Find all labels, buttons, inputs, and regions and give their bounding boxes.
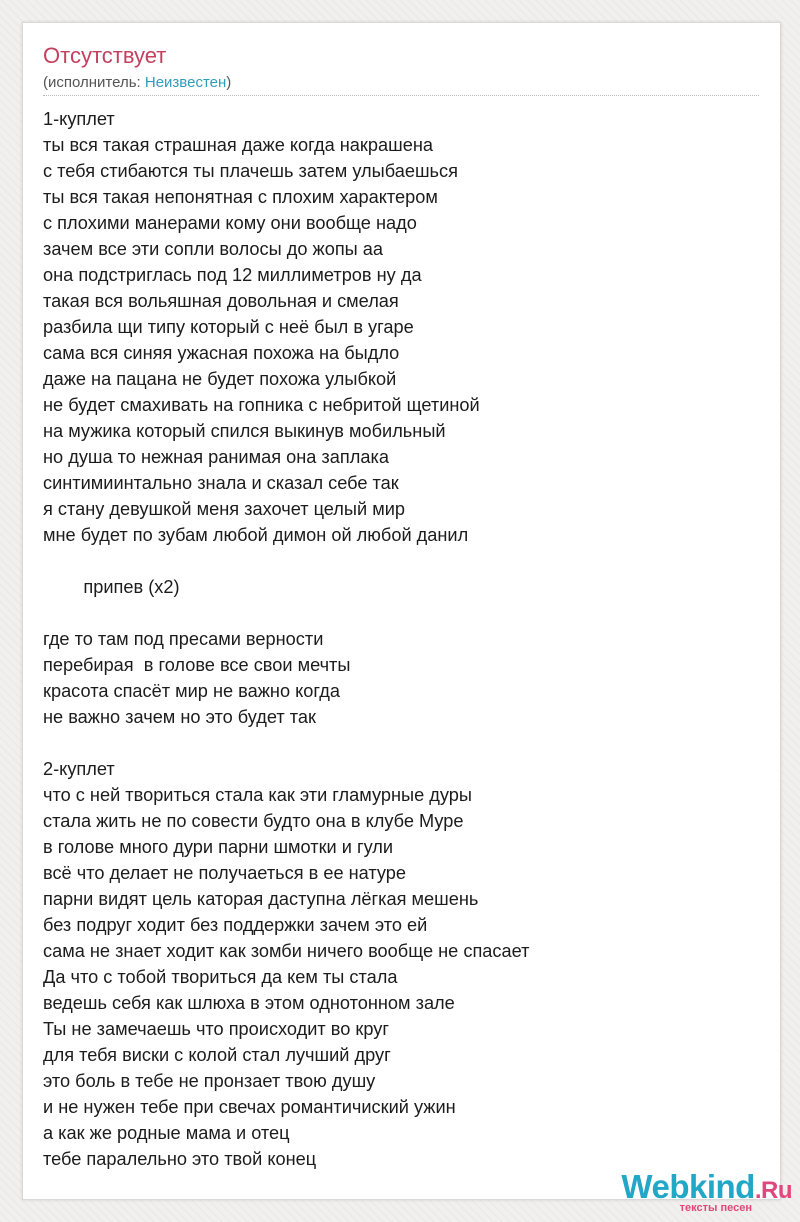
lyric-line: красота спасёт мир не важно когда (43, 681, 340, 701)
lyric-line: ты вся такая страшная даже когда накрашена (43, 135, 433, 155)
lyrics-card (22, 22, 781, 1200)
lyric-line: синтимиинтально знала и сказал себе так (43, 473, 399, 493)
webkind-logo[interactable] (621, 1170, 792, 1214)
lyric-line: Да что с тобой твориться да кем ты стала (43, 967, 398, 987)
lyric-line: парни видят цель каторая даступна лёгкая мешень (43, 889, 479, 909)
lyric-line: она подстриглась под 12 миллиметров ну да (43, 265, 422, 285)
lyric-line: ведешь себя как шлюха в этом однотонном зале (43, 993, 455, 1013)
song-title: Отсутствует (43, 43, 167, 68)
lyric-line: с плохими манерами кому они вообще надо (43, 213, 417, 233)
lyric-line: 1-куплет (43, 109, 115, 129)
lyric-line: с тебя стибаются ты плачешь затем улыбаешься (43, 161, 458, 181)
lyric-line (43, 548, 529, 574)
lyric-line: на мужика который спился выкинув мобильный (43, 421, 446, 441)
lyric-line: 2-куплет (43, 759, 115, 779)
lyric-line: без подруг ходит без поддержки зачем это ей (43, 915, 428, 935)
artist-link[interactable]: Неизвестен (144, 74, 227, 91)
lyric-line: Ты не замечаешь что происходит во круг (43, 1019, 390, 1039)
lyric-line: ты вся такая непонятная с плохим характером (43, 187, 438, 207)
artist-line (43, 73, 231, 93)
logo-suffix: .Ru (754, 1177, 792, 1204)
lyric-line: перебирая в голове все свои мечты (43, 655, 351, 675)
lyric-line: что с ней твориться стала как эти гламурные дуры (43, 785, 472, 805)
divider (43, 95, 759, 96)
lyric-line: тебе паралельно это твой конец (43, 1149, 317, 1169)
lyric-line: не важно зачем но это будет так (43, 707, 316, 727)
artist-suffix: ) (226, 74, 232, 91)
artist-prefix: (исполнитель: (43, 74, 145, 91)
lyric-line: такая вся вольяшная довольная и смелая (43, 291, 399, 311)
lyric-line: это боль в тебе не пронзает твою душу (43, 1071, 376, 1091)
logo-main-text: Webkind (621, 1168, 755, 1205)
lyric-line: я стану девушкой меня захочет целый мир (43, 499, 405, 519)
lyrics-body (43, 106, 529, 1172)
lyric-line: где то там под пресами верности (43, 629, 324, 649)
lyric-line: всё что делает не получаеться в ее натуре (43, 863, 407, 883)
lyric-line: а как же родные мама и отец (43, 1123, 290, 1143)
lyric-line: для тебя виски с колой стал лучший друг (43, 1045, 391, 1065)
lyric-line (43, 600, 529, 626)
lyric-line: сама вся синяя ужасная похожа на быдло (43, 343, 400, 363)
lyric-line: не будет смахивать на гопника с небритой щетиной (43, 395, 480, 415)
lyric-line: мне будет по зубам любой димон ой любой данил (43, 525, 469, 545)
lyric-line (43, 730, 529, 756)
lyric-line: в голове много дури парни шмотки и гули (43, 837, 394, 857)
lyric-line: зачем все эти сопли волосы до жопы аа (43, 239, 384, 259)
lyric-line: сама не знает ходит как зомби ничего вообще не спасает (43, 941, 530, 961)
logo-tagline: тексты песен (679, 1202, 752, 1214)
lyric-line: и не нужен тебе при свечах романтичиский ужин (43, 1097, 456, 1117)
lyric-line: стала жить не по совести будто она в клубе Муре (43, 811, 464, 831)
lyric-line: но душа то нежная ранимая она заплака (43, 447, 389, 467)
lyric-line: припев (х2) (43, 577, 180, 597)
lyric-line: даже на пацана не будет похожа улыбкой (43, 369, 397, 389)
lyric-line: разбила щи типу который с неё был в угаре (43, 317, 414, 337)
